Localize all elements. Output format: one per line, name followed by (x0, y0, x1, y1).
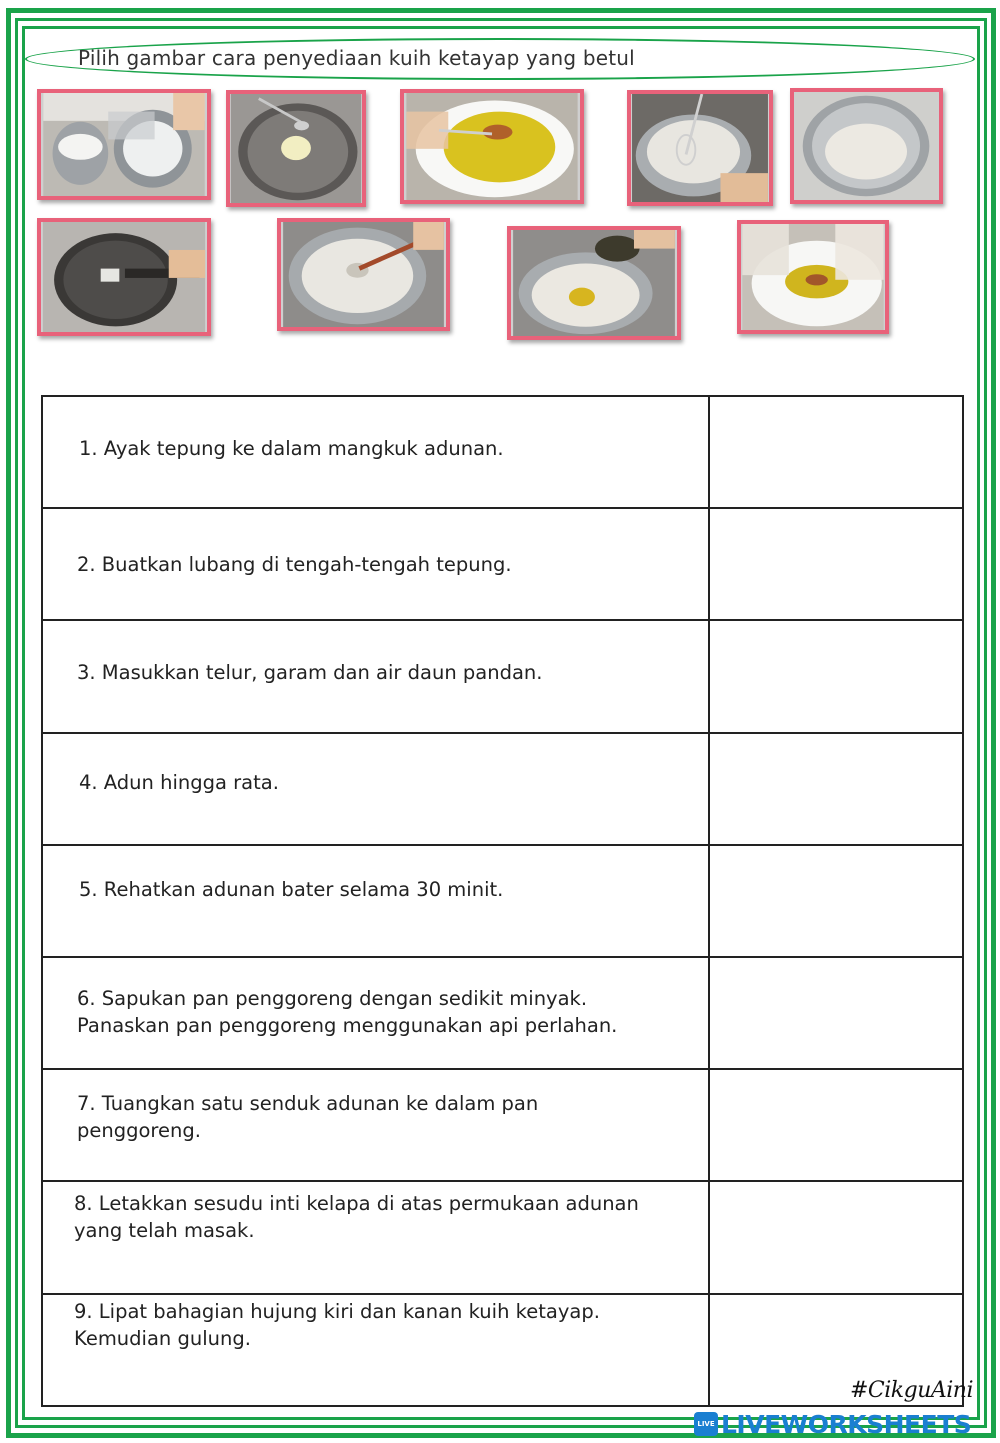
answer-drop-zone-7[interactable] (709, 1069, 963, 1181)
step-row-6 (42, 957, 963, 1069)
answer-drop-zone-8[interactable] (709, 1181, 963, 1293)
step-row-2 (42, 508, 963, 620)
liveworksheets-logo-text: LIVEWORKSHEETS (721, 1409, 972, 1439)
photo-flour-in-bowl[interactable] (790, 88, 943, 204)
step-text-3: 3. Masukkan telur, garam dan air daun pandan. (77, 661, 543, 685)
step-text-8: 8. Letakkan sesudu inti kelapa di atas permukaan adunan yang telah masak. (74, 1192, 639, 1243)
instruction-text: Pilih gambar cara penyediaan kuih ketayap yang betul (78, 46, 635, 70)
step-text-1: 1. Ayak tepung ke dalam mangkuk adunan. (79, 437, 504, 460)
step-cell-5 (42, 845, 709, 957)
photo-pour-liquid-flour-image (511, 230, 677, 336)
step-cell-7 (42, 1069, 709, 1181)
step-cell-3 (42, 620, 709, 732)
photo-whisk-flour-bowl-image (631, 94, 769, 202)
step-row-9 (42, 1294, 963, 1406)
answer-drop-zone-2[interactable] (709, 508, 963, 620)
liveworksheets-logo[interactable] (694, 1410, 971, 1438)
step-row-1 (42, 396, 963, 508)
step-text-4: 4. Adun hingga rata. (79, 770, 279, 794)
step-cell-2 (42, 508, 709, 620)
step-cell-1 (42, 396, 709, 508)
photo-filling-on-crepe[interactable] (400, 89, 584, 204)
photo-filling-on-crepe-image (404, 93, 580, 200)
photo-ladle-batter-pan[interactable] (226, 90, 366, 207)
step-row-3 (42, 620, 963, 732)
author-signature: #CikguAini (850, 1378, 974, 1403)
step-text-9: 9. Lipat bahagian hujung kiri dan kanan kuih ketayap. Kemudian gulung. (74, 1299, 600, 1350)
photo-fold-crepe-image (741, 224, 885, 330)
answer-drop-zone-6[interactable] (709, 957, 963, 1069)
photo-oil-pan[interactable] (37, 218, 211, 336)
answer-drop-zone-4[interactable] (709, 733, 963, 845)
step-text-2: 2. Buatkan lubang di tengah-tengah tepung. (77, 553, 512, 577)
photo-sift-flour-bowls[interactable] (37, 89, 211, 200)
step-cell-4 (42, 733, 709, 845)
liveworksheets-badge-icon (694, 1412, 718, 1436)
step-row-4 (42, 733, 963, 845)
step-row-8 (42, 1181, 963, 1293)
answer-drop-zone-5[interactable] (709, 845, 963, 957)
photo-pour-liquid-flour[interactable] (507, 226, 681, 340)
step-row-5 (42, 845, 963, 957)
photo-fold-crepe[interactable] (737, 220, 889, 334)
photo-ladle-batter-pan-image (230, 94, 362, 203)
step-text-5: 5. Rehatkan adunan bater selama 30 minit. (79, 877, 504, 901)
photo-spoon-hole-flour[interactable] (277, 218, 450, 331)
photo-whisk-flour-bowl[interactable] (627, 90, 773, 206)
steps-table (41, 395, 964, 1407)
photo-flour-in-bowl-image (794, 92, 939, 200)
step-text-7: 7. Tuangkan satu senduk adunan ke dalam pan penggoreng. (77, 1092, 539, 1143)
answer-drop-zone-1[interactable] (709, 396, 963, 508)
answer-drop-zone-3[interactable] (709, 620, 963, 732)
step-cell-6 (42, 957, 709, 1069)
step-cell-9 (42, 1294, 709, 1406)
liveworksheets-badge-text: LIVE (697, 1420, 715, 1428)
step-row-7 (42, 1069, 963, 1181)
photo-oil-pan-image (41, 222, 207, 332)
step-text-6: 6. Sapukan pan penggoreng dengan sedikit minyak. Panaskan pan penggoreng menggunakan api perlahan. (77, 986, 618, 1037)
step-cell-8 (42, 1181, 709, 1293)
photo-spoon-hole-flour-image (281, 222, 446, 327)
photo-sift-flour-bowls-image (41, 93, 207, 196)
